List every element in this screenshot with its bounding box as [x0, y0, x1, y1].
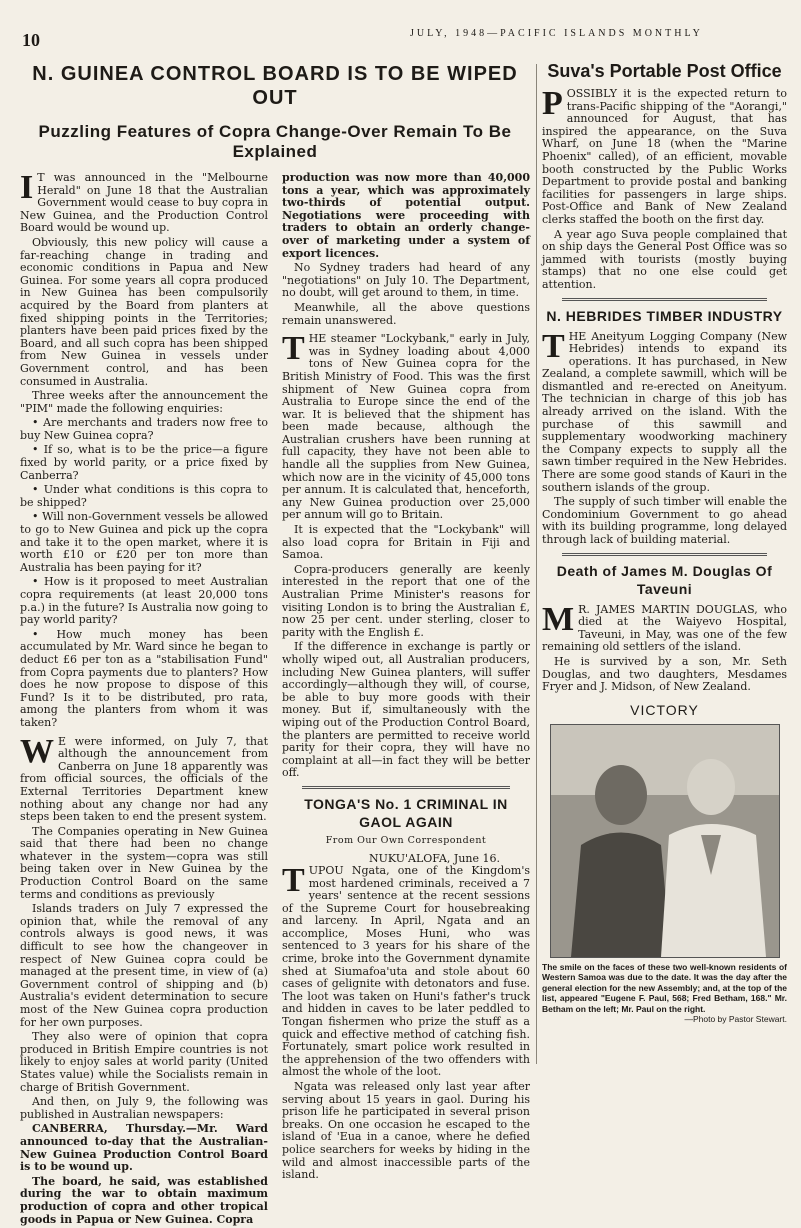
paragraph: Islands traders on July 7 expressed the opinion that, while the removal of any controls always is good news, it was difficult to see how the changeover in respect of New Guinea copra could be managed at the present time, in view of (a) Government control of shipping and (b) Australia's evident determination to secure most of the New Guinea copra production for her own purposes.	[20, 902, 268, 1029]
paragraph: HE Aneityum Logging Company (New Hebrides) intends to expand its operations. It has purchased, in New Zealand, a complete sawmill, which will be dismantled and re-erected on Aneityum. The technician in charge of this job has already arrived on the island. With the purchase of this sawmill and supplementary woodworking machinery the Company expects to supply all the sawn timber required in the New Hebrides. There are some good stands of Kauri in the southern islands of the group.	[542, 329, 787, 494]
section-divider	[562, 298, 767, 301]
dropcap: I	[20, 169, 34, 206]
paragraph: OSSIBLY it is the expected return to trans-Pacific shipping of the "Aorangi," announced for August, that has inspired the appearance, on the Suva Wharf, on June 18 (when the "Marine Phoenix" called), of an efficient, movable booth constructed by the Public Works Department to provide postal and banking facilities for passengers in large ships. Post-Office and Bank of New Zealand clerks staffed the booth on the first day.	[542, 87, 787, 226]
photo-caption: The smile on the faces of these two well-known residents of Western Samoa was due to the date. It was the day after the general election for the new Assembly; and, at the top of the list, appeared "Eugene F. Paul, 568; Fred Betham, 168." Mr. Betham on the left; Mr. Paul on the right.	[542, 961, 787, 1014]
paragraph: Obviously, this new policy will cause a far-reaching change in trading and economic conditions in Papua and New Guinea. For some years all copra produced in New Guinea has been compulsorily acquired by the Board from planters at fixed shipping points in the Territories; planters have been paid prices fixed by the Board, and all such copra has been shipped from New Guinea in vessels under Government control, and has been consumed in Australia.	[20, 235, 268, 388]
question-item: • Will non-Government vessels be allowed to go to New Guinea and pick up the copra and take it to the open market, where it is worth £10 or £20 per ton more than Australia has been paying for it?	[20, 510, 268, 574]
dropcap: T	[282, 861, 305, 899]
paragraph: The supply of such timber will enable the Condominium Government to go ahead with its building programme, long delayed through lack of building material.	[542, 495, 787, 546]
question-item: • Under what conditions is this copra to be shipped?	[20, 483, 268, 509]
paragraph: R. JAMES MARTIN DOUGLAS, who died at the Waiyevo Hospital, Taveuni, in May, was one of the few remaining old settlers of the island.	[542, 602, 787, 654]
paragraph: HE steamer "Lockybank," early in July, was in Sydney loading about 4,000 tons of New Guinea copra for the British Ministry of Food. This was the first shipment of New Guinea copra from Australia to Europe since the end of the war. It is believed that the shipment has been made because, although the Australian crushers have been running at full capacity, they have not been able to handle all the supplies from New Guinea, which now are in the vicinity of 45,000 tons per annum. It is calculated that, henceforth, any New Guinea production over 25,000 per annum will go to Britain.	[282, 332, 530, 522]
photo-two-men	[550, 724, 780, 958]
page-number: 10	[22, 30, 40, 50]
section-divider	[302, 786, 510, 789]
paragraph: T was announced in the "Melbourne Herald" on June 18 that the Australian Government would cease to buy copra in New Guinea, and the Production Control Board would be wound up.	[20, 171, 268, 235]
photo-credit: —Photo by Pastor Stewart.	[684, 1014, 787, 1025]
tonga-headline: TONGA'S No. 1 CRIMINAL IN GAOL AGAIN	[304, 795, 508, 830]
paragraph: They also were of opinion that copra produced in British Empire countries is not likely to enjoy sales at world parity (United States value) while the Socialists remain in charge of British Government.	[20, 1030, 268, 1094]
dropcap: P	[542, 85, 563, 122]
question-item: • How much money has been accumulated by Mr. Ward since he began to deduct £6 per ton as a "stabilisation Fund" from Copra payments due to planters? How does he now propose to dispose of this Fund? Is it to be distributed, pro rata, among the planters from whom it was taken?	[20, 627, 268, 729]
photo-illustration	[551, 725, 779, 957]
main-headline: N. GUINEA CONTROL BOARD IS TO BE WIPED OUT	[32, 63, 518, 109]
paragraph: Copra-producers generally are keenly interested in the report that one of the Australian Prime Minister's reasons for visiting London is to bring the Australian £, now 25 per cent. under sterling, closer to parity with the English £.	[282, 562, 530, 639]
dropcap: T	[542, 327, 565, 365]
douglas-headline: Death of James M. Douglas Of Taveuni	[556, 562, 773, 597]
main-subhead: Puzzling Features of Copra Change-Over Remain To Be Explained	[38, 122, 512, 161]
question-item: • Are merchants and traders now free to buy New Guinea copra?	[20, 416, 268, 442]
dropcap: T	[282, 330, 305, 368]
paragraph: Ngata was released only last year after serving about 15 years in gaol. During his prison life he participated in several prison breaks. On one occasion he escaped to the island of 'Eua in a canoe, where he defied police searchers for weeks by hiding in the wild and almost inaccessible parts of the island.	[282, 1080, 530, 1182]
column-divider	[536, 64, 537, 1064]
byline: From Our Own Correspondent	[325, 834, 487, 846]
quoted-paragraph: production was now more than 40,000 tons a year, which was approximately two-thirds of potential output. Negotiations were proceeding with traders to obtain an orderly change-over of marketing under a system of export licences.	[282, 171, 530, 260]
dateline: NUKU'ALOFA, June 16.	[369, 851, 500, 865]
paragraph: The Companies operating in New Guinea said that there had been no change whatever in the system—copra was still being taken over in New Guinea by the Production Control Board on the same terms and conditions as previously	[20, 824, 268, 901]
paragraph: A year ago Suva people complained that on ship days the General Post Office was so jammed with tourists (mostly buying stamps) that no one else could get attention.	[542, 227, 787, 291]
question-item: • If so, what is to be the price—a figure fixed by world parity, or a price fixed by Canberra?	[20, 443, 268, 482]
quoted-paragraph: CANBERRA, Thursday.—Mr. Ward announced to-day that the Australian-New Guinea Production Control Board is to be wound up.	[20, 1122, 268, 1174]
paragraph: It is expected that the "Lockybank" will also load copra for Britain in Fiji and Samoa.	[282, 523, 530, 562]
paragraph: If the difference in exchange is partly or wholly wiped out, all Australian producers, including New Guinea planters, will suffer accordingly—although they will, of course, be able to buy more goods with their money. But if, simultaneously with the wiping out of the Production Control Board, the planters are permitted to receive world parity for their copra, they will have no complaint at all—in fact they will be better off.	[282, 640, 530, 780]
paragraph: E were informed, on July 7, that although the announcement from Canberra on June 18 apparently was from official sources, the officials of the External Territories Department knew nothing about any change nor had any steps been taken to end the present system.	[20, 734, 268, 824]
main-article	[20, 60, 530, 1228]
suva-headline: Suva's Portable Post Office	[547, 61, 782, 81]
paragraph: Three weeks after the announcement the "PIM" made the following enquiries:	[20, 389, 268, 415]
paragraph: No Sydney traders had heard of any "negotiations" on July 10. The Department, no doubt, will get around to them, in time.	[282, 261, 530, 300]
hebrides-headline: N. HEBRIDES TIMBER INDUSTRY	[546, 307, 783, 324]
quoted-paragraph: The board, he said, was established during the war to obtain maximum production of copra and other tropical goods in Papua or New Guinea. Copra	[20, 1174, 268, 1226]
paragraph: And then, on July 9, the following was published in Australian newspapers:	[20, 1095, 268, 1121]
paragraph: He is survived by a son, Mr. Seth Douglas, and two daughters, Mesdames Fryer and J. Midson, of New Zealand.	[542, 654, 787, 694]
paragraph: UPOU Ngata, one of the Kingdom's most hardened criminals, received a 7 years' sentence at the recent sessions of the Supreme Court for housebreaking and larceny. In April, Ngata and an accomplice, Moses Huni, who was sentenced to 3 years for his share of the crime, broke into the Government dynamite shed at Siumafoa'uta and stole about 60 cases of gelignite with detonators and fuse. The loot was taken on Huni's father's truck and hidden in caves to be later peddled to Tongan fishermen who prize the stuff as a quick and effective method of catching fish. Fortunately, smart police work resulted in the apprehension of the two offenders with almost the whole of the loot.	[282, 863, 530, 1079]
section-divider	[562, 553, 767, 556]
paragraph: Meanwhile, all the above questions remain unanswered.	[282, 300, 530, 327]
photo-title: VICTORY	[630, 701, 699, 718]
dropcap: M	[542, 600, 575, 638]
running-head: JULY, 1948—PACIFIC ISLANDS MONTHLY	[410, 28, 703, 39]
question-item: • How is it proposed to meet Australian copra requirements (at least 20,000 tons p.a.) in the future? Is Australia now going to pay world parity?	[20, 575, 268, 627]
dropcap: W	[20, 732, 54, 770]
right-column	[542, 60, 787, 1024]
